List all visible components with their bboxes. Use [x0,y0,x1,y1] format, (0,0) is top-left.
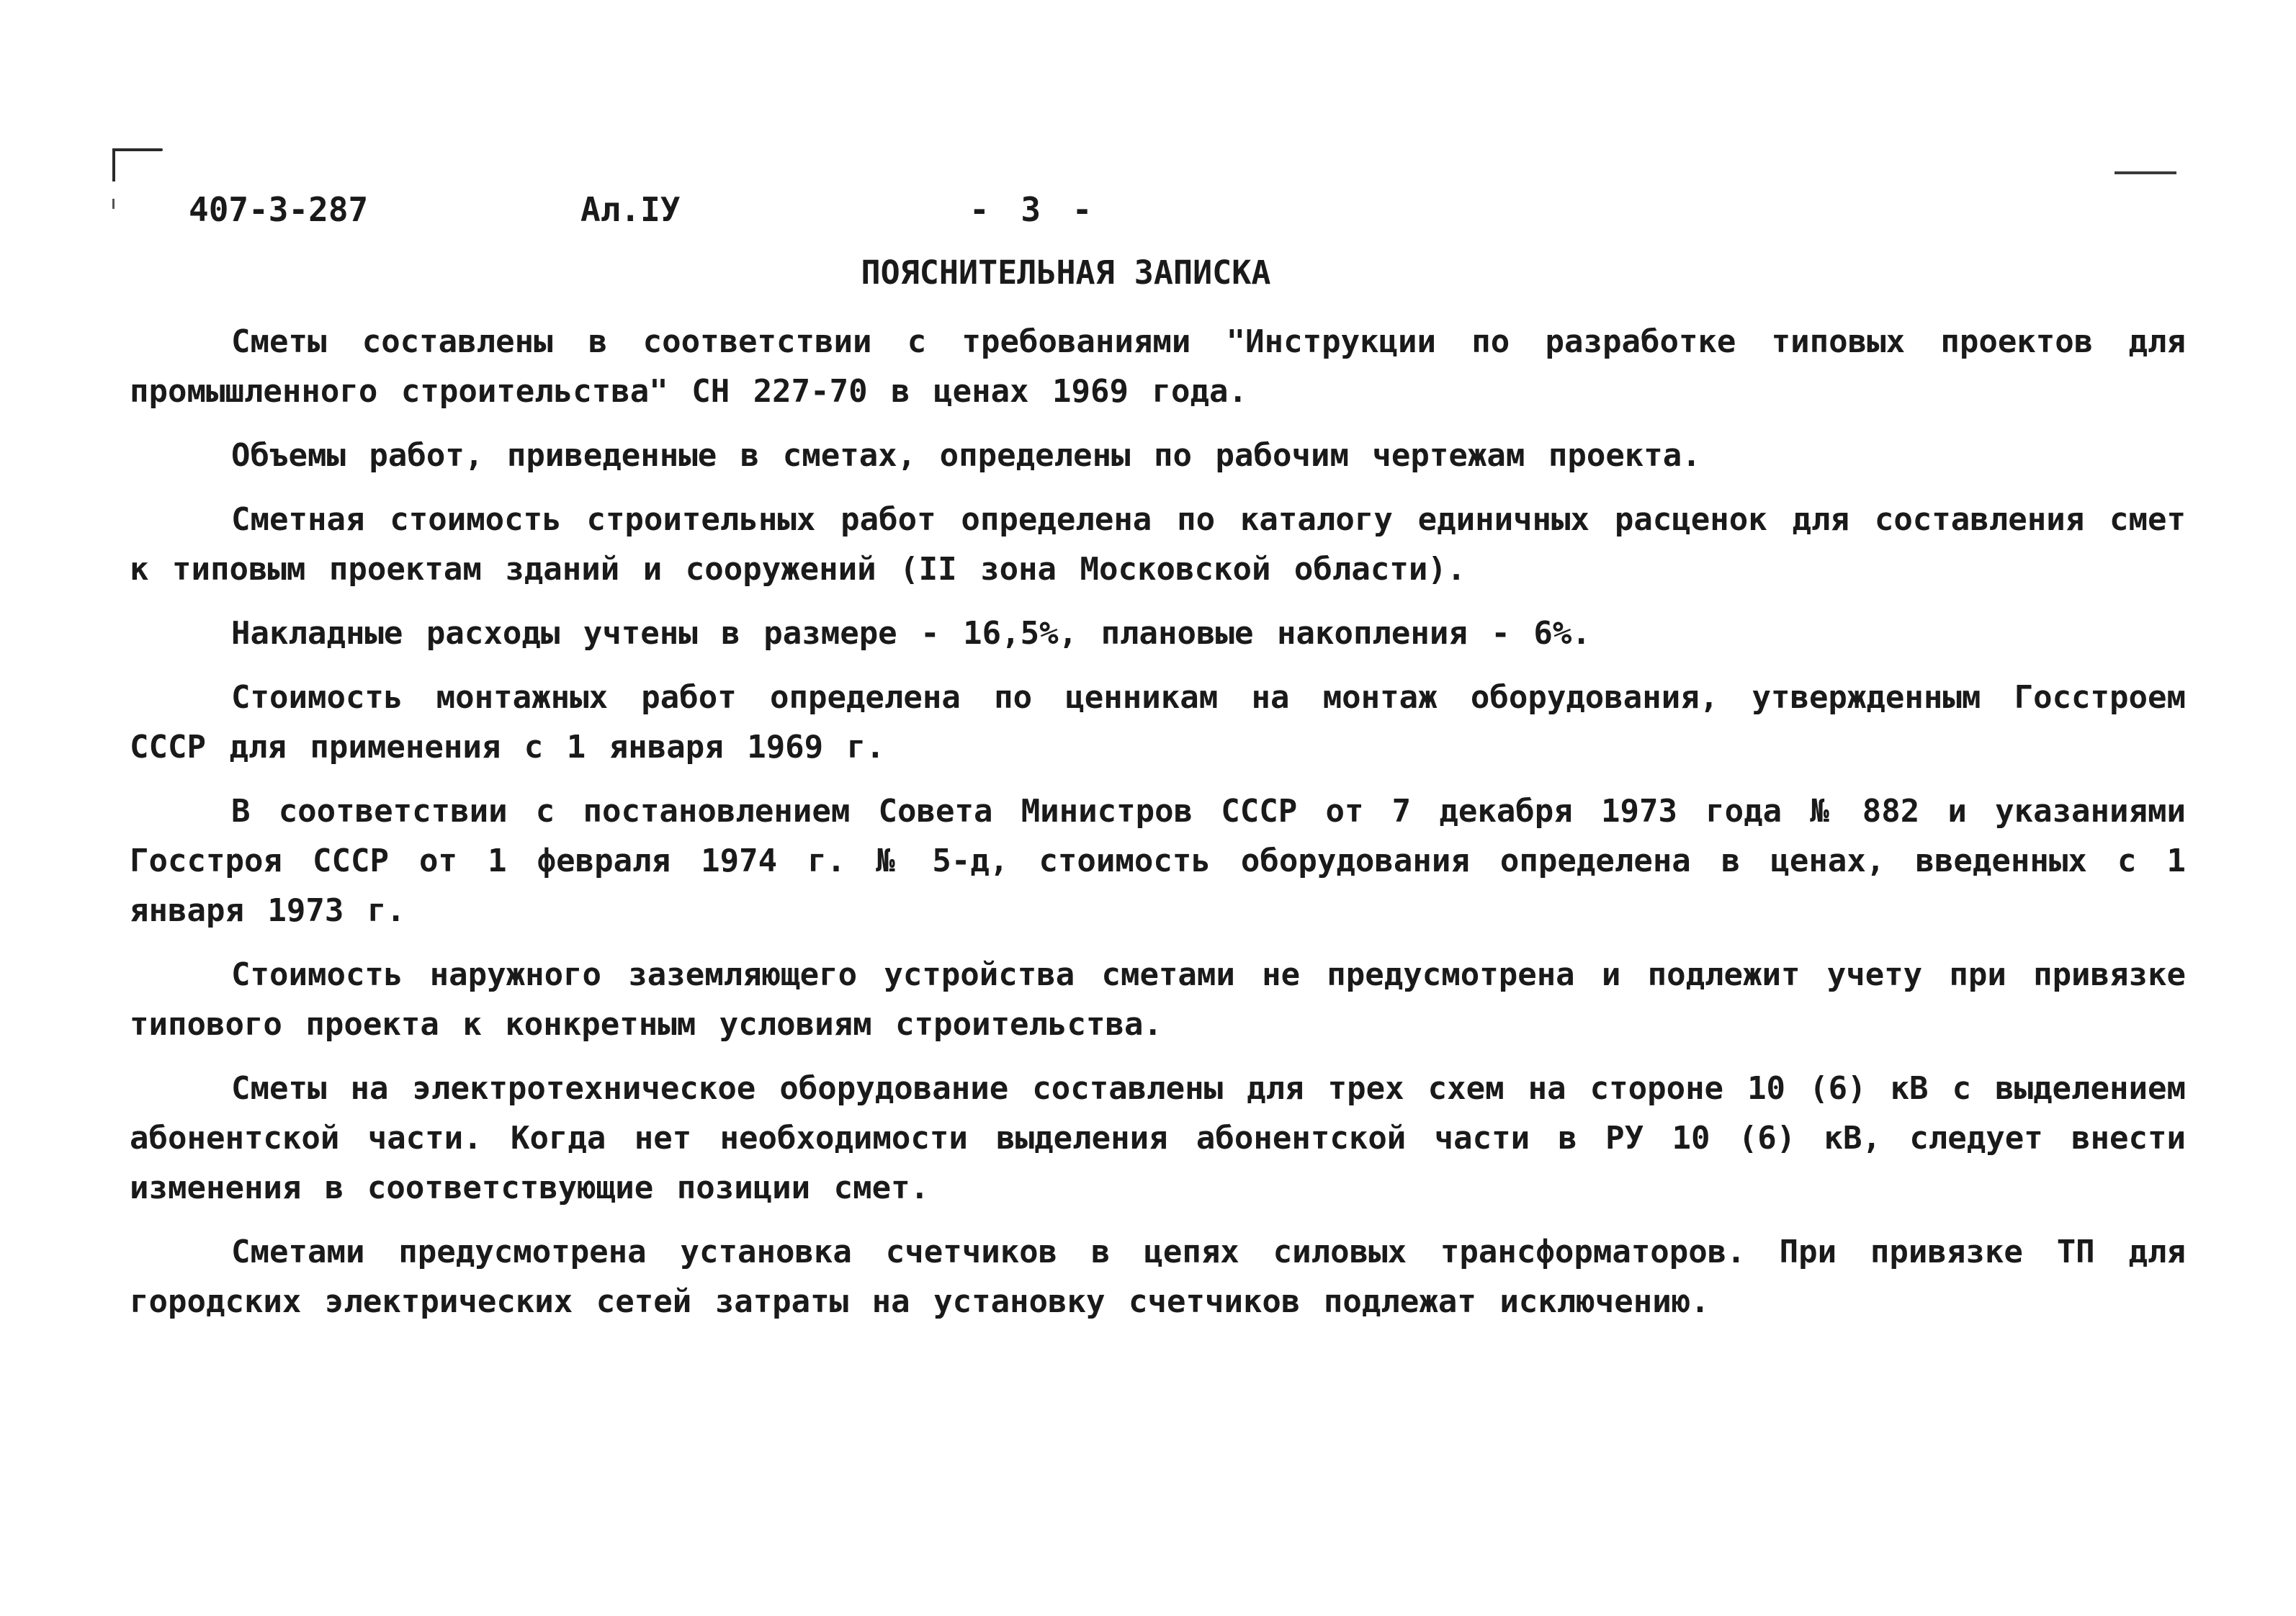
page-title: ПОЯСНИТЕЛЬНАЯ ЗАПИСКА [861,253,1271,292]
paragraph: Сметная стоимость строительных работ определена по каталогу единичных расценок для составления смет к типовым проектам зданий и сооружений (II зона Московской области). [130,501,2186,588]
page-number: - 3 - [969,190,1098,229]
paragraph: Стоимость наружного заземляющего устройства сметами не предусмотрена и подлежит учету при привязке типового проекта к конкретным условиям строительства. [130,956,2186,1043]
page-header [0,186,2296,236]
album-number: Ал.IУ [580,190,681,229]
explanatory-note-body [130,317,2186,1341]
paragraph: Сметами предусмотрена установка счетчиков в цепях силовых трансформаторов. При привязке ТП для городских электрических сетей затраты на установку счетчиков подлежат исключению. [130,1234,2186,1320]
document-code: 407-3-287 [189,190,369,229]
paragraph: Сметы на электротехническое оборудование составлены для трех схем на стороне 10 (6) кВ с выделением абонентской части. Когда нет необходимости выделения абонентской части в РУ 10 (6) кВ, следует внести изменения в соответствующие позиции смет. [130,1070,2186,1206]
paragraph: Сметы составлены в соответствии с требованиями "Инструкции по разработке типовых проектов для промышленного строительства" СН 227-70 в ценах 1969 года. [130,323,2186,410]
paragraph: Накладные расходы учтены в размере - 16,5%, плановые накопления - 6%. [231,615,1591,652]
top-right-rule [2115,171,2176,174]
paragraph: В соответствии с постановлением Совета Министров СССР от 7 декабря 1973 года № 882 и указаниями Госстроя СССР от 1 февраля 1974 г. № 5-д, стоимость оборудования определена в ценах, введенных с 1 января 1973 г. [130,793,2186,929]
paragraph: Стоимость монтажных работ определена по ценникам на монтаж оборудования, утвержденным Госстроем СССР для применения с 1 января 1969 г. [130,679,2186,766]
paragraph: Объемы работ, приведенные в сметах, определены по рабочим чертежам проекта. [231,437,1701,474]
